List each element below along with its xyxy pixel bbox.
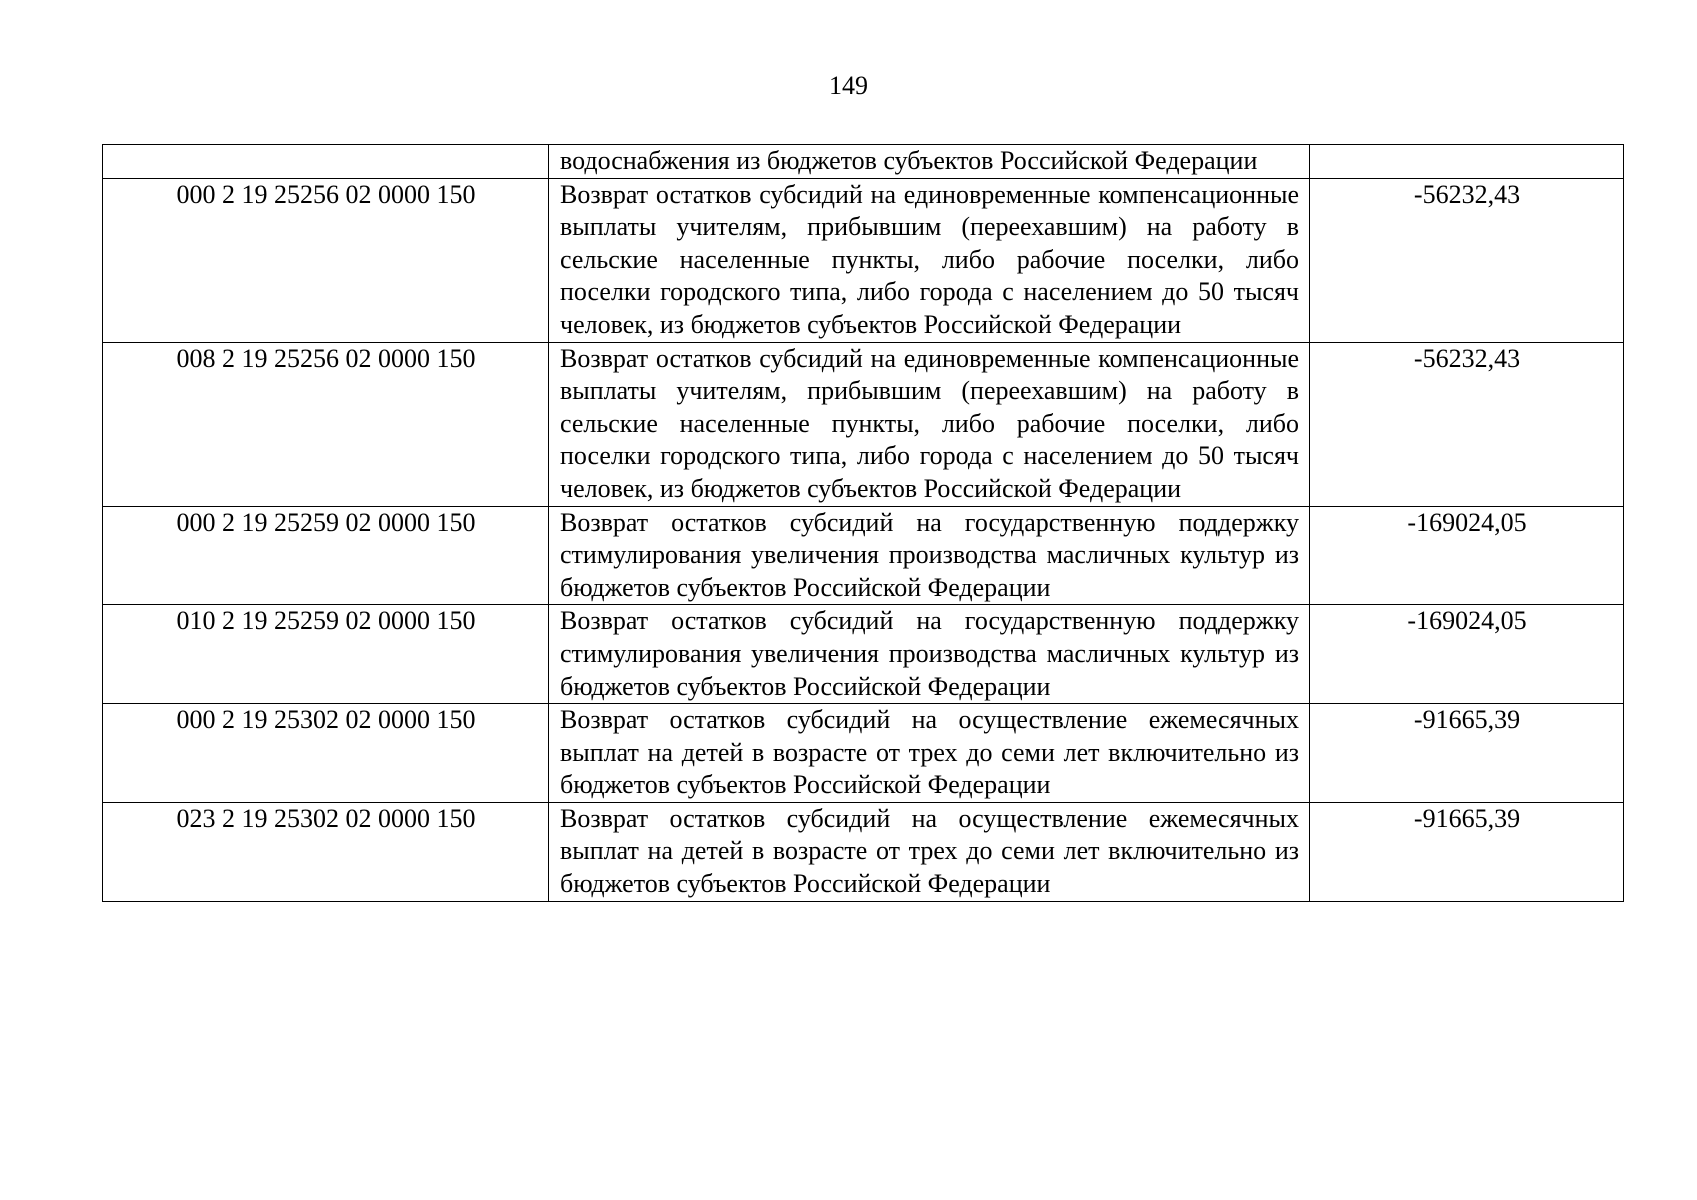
budget-table [102,144,1624,902]
income-name-cell: Возврат остатков субсидий на государственную поддержку стимулирования увеличения производства масличных культур из бюджетов субъектов Российской Федерации [549,605,1310,704]
amount-cell: -169024,05 [1310,506,1624,605]
income-name-cell: Возврат остатков субсидий на осуществление ежемесячных выплат на детей в возрасте от трех до семи лет включительно из бюджетов субъектов Российской Федерации [549,802,1310,901]
table-row [103,178,1624,342]
income-name-cell: Возврат остатков субсидий на единовременные компенсационные выплаты учителям, прибывшим (переехавшим) на работу в сельские населенные пункты, либо рабочие поселки, либо поселки городского типа, либо города с населением до 50 тысяч человек, из бюджетов субъектов Российской Федерации [549,342,1310,506]
amount-cell: -169024,05 [1310,605,1624,704]
amount-cell: -56232,43 [1310,178,1624,342]
budget-code-cell: 000 2 19 25256 02 0000 150 [103,178,549,342]
table-row [103,145,1624,179]
income-name-cell: Возврат остатков субсидий на осуществление ежемесячных выплат на детей в возрасте от трех до семи лет включительно из бюджетов субъектов Российской Федерации [549,704,1310,803]
amount-cell: -56232,43 [1310,342,1624,506]
budget-code-cell: 008 2 19 25256 02 0000 150 [103,342,549,506]
table-row [103,342,1624,506]
budget-code-cell [103,145,549,179]
income-name-cell: Возврат остатков субсидий на государственную поддержку стимулирования увеличения производства масличных культур из бюджетов субъектов Российской Федерации [549,506,1310,605]
budget-code-cell: 010 2 19 25259 02 0000 150 [103,605,549,704]
income-name-cell: водоснабжения из бюджетов субъектов Российской Федерации [549,145,1310,179]
budget-code-cell: 000 2 19 25259 02 0000 150 [103,506,549,605]
amount-cell [1310,145,1624,179]
budget-code-cell: 000 2 19 25302 02 0000 150 [103,704,549,803]
amount-cell: -91665,39 [1310,802,1624,901]
budget-code-cell: 023 2 19 25302 02 0000 150 [103,802,549,901]
page-number: 149 [829,71,868,100]
table-row [103,605,1624,704]
table-row [103,802,1624,901]
amount-cell: -91665,39 [1310,704,1624,803]
income-name-cell: Возврат остатков субсидий на единовременные компенсационные выплаты учителям, прибывшим (переехавшим) на работу в сельские населенные пункты, либо рабочие поселки, либо поселки городского типа, либо города с населением до 50 тысяч человек, из бюджетов субъектов Российской Федерации [549,178,1310,342]
table-row [103,704,1624,803]
table-row [103,506,1624,605]
